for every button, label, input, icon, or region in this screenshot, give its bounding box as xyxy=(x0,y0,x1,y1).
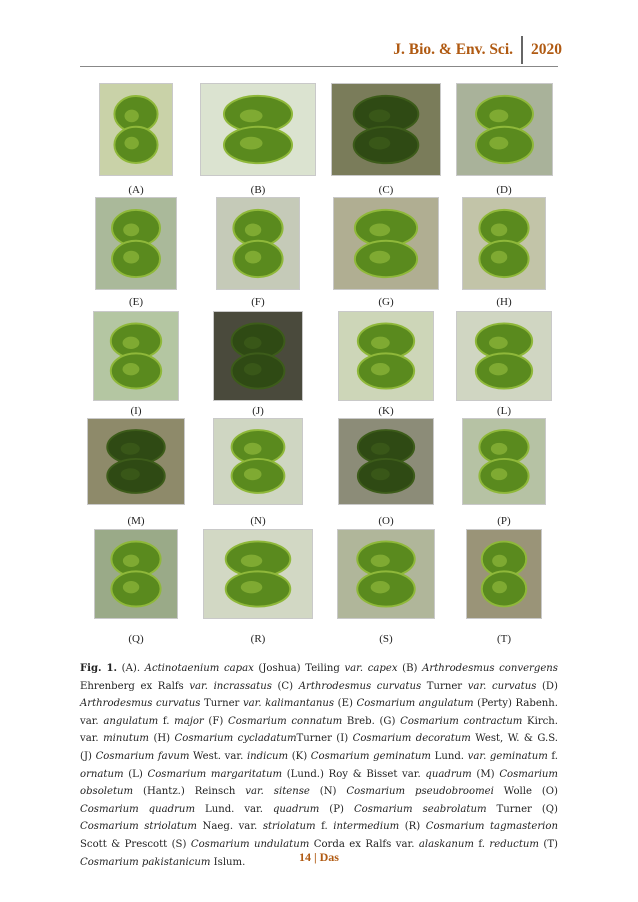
taxon-name: var. capex xyxy=(344,663,398,674)
taxon-name: Cosmarium tagmasterion xyxy=(425,821,558,833)
caption-text: (T) xyxy=(538,838,558,850)
journal-name: J. Bio. & Env. Sci. xyxy=(393,41,513,58)
micrograph-p xyxy=(462,418,546,505)
desmid-cell-illustration xyxy=(95,530,177,618)
taxon-name: Arthrodesmus curvatus xyxy=(80,698,201,710)
caption-text: f. xyxy=(315,821,334,833)
micrograph-i xyxy=(93,311,179,401)
caption-text: (D) xyxy=(536,680,558,692)
panel-label: (M) xyxy=(127,515,145,527)
desmid-cell-illustration xyxy=(214,312,302,400)
caption-text: (K) xyxy=(288,750,311,762)
taxon-name: quadrum xyxy=(272,803,320,815)
panel-label: (J) xyxy=(252,405,264,417)
panel-label: (I) xyxy=(130,405,142,417)
taxon-name: Cosmarium contractum xyxy=(400,715,523,727)
caption-text: Turner (I) xyxy=(296,733,353,745)
caption-text: Turner (Q) xyxy=(486,803,558,815)
header-rule xyxy=(80,66,558,67)
desmid-cell-illustration xyxy=(463,198,545,289)
header-divider xyxy=(521,36,523,64)
micrograph-s xyxy=(337,529,435,619)
caption-text: (H) xyxy=(149,733,175,745)
micrograph-f xyxy=(216,197,300,290)
micrograph-l xyxy=(456,311,552,401)
desmid-cell-illustration xyxy=(457,312,551,400)
caption-text: f. xyxy=(547,750,559,762)
taxon-name: intermedium xyxy=(333,821,400,833)
panel-label: (Q) xyxy=(128,633,144,645)
panel-label: (T) xyxy=(496,633,512,645)
desmid-cell-illustration xyxy=(463,419,545,504)
desmid-cell-illustration xyxy=(214,419,302,504)
caption-text: (M) xyxy=(471,768,500,780)
caption-text: West. var. xyxy=(189,750,247,762)
caption-text: f. xyxy=(158,715,175,727)
taxon-name: Cosmarium quadrum xyxy=(80,803,196,815)
taxon-name: Actinotaenium capax xyxy=(144,663,254,674)
taxon-name: Cosmarium angulatum xyxy=(356,698,474,710)
panel-label: (E) xyxy=(128,296,144,308)
taxon-name: Cosmarium margaritatum xyxy=(147,768,283,780)
caption-text: (L) xyxy=(123,768,148,780)
caption-text: Turner xyxy=(421,680,468,692)
caption-text: Breb. (G) xyxy=(342,715,401,727)
caption-text: (F) xyxy=(203,715,228,727)
caption-text: (Lund.) Roy & Bisset var. xyxy=(282,768,426,780)
micrograph-a xyxy=(99,83,173,176)
taxon-name: Cosmarium seabrolatum xyxy=(353,803,487,815)
taxon-name: Cosmarium favum xyxy=(95,750,190,762)
caption-text: Kirch. var. xyxy=(80,715,559,745)
caption-text: (E) xyxy=(334,698,357,710)
desmid-cell-illustration xyxy=(457,84,552,175)
panel-label: (N) xyxy=(250,515,266,527)
taxon-name: major xyxy=(174,715,204,727)
micrograph-d xyxy=(456,83,553,176)
desmid-cell-illustration xyxy=(467,530,541,618)
taxon-name: quadrum xyxy=(425,768,472,780)
caption-text: f. xyxy=(473,838,490,850)
caption-text: (C) xyxy=(271,680,299,692)
page-footer: 14 | Das xyxy=(299,850,339,864)
micrograph-b xyxy=(200,83,316,176)
caption-text: (Joshua) Teiling xyxy=(253,663,345,674)
caption-text: (P) xyxy=(319,803,354,815)
desmid-cell-illustration xyxy=(332,84,440,175)
caption-text: (Perty) Rabenh. var. xyxy=(80,698,559,727)
panel-label: (B) xyxy=(250,184,266,196)
taxon-name: var. kalimantanus xyxy=(242,698,335,710)
taxon-name: Cosmarium pakistanicum xyxy=(80,856,211,868)
taxon-name: indicum xyxy=(246,750,289,762)
taxon-name: var. incrassatus xyxy=(189,680,272,692)
panel-label: (L) xyxy=(496,405,512,417)
taxon-name: Cosmarium pseudobroomei xyxy=(346,786,494,798)
panel-label: (D) xyxy=(496,184,512,196)
taxon-name: Arthrodesmus curvatus xyxy=(298,680,422,692)
taxon-name: var. curvatus xyxy=(467,680,537,692)
panel-label: (C) xyxy=(378,184,394,196)
taxon-name: Cosmarium decoratum xyxy=(352,733,471,745)
micrograph-g xyxy=(333,197,439,290)
desmid-cell-illustration xyxy=(96,198,176,289)
caption-text: (B) xyxy=(397,663,423,674)
panel-label: (H) xyxy=(496,296,512,308)
caption-text: Islum. xyxy=(210,856,246,868)
panel-label: (A) xyxy=(128,184,144,196)
caption-text: Turner xyxy=(200,698,243,710)
panel-label: (R) xyxy=(250,633,266,645)
micrograph-e xyxy=(95,197,177,290)
desmid-cell-illustration xyxy=(334,198,438,289)
caption-text: Lund. xyxy=(431,750,468,762)
taxon-name: striolatum xyxy=(262,821,316,833)
taxon-name: Cosmarium connatum xyxy=(227,715,343,727)
caption-text: Ehrenberg ex Ralfs xyxy=(80,680,190,692)
caption-text: West, W. & G.S. (J) xyxy=(80,733,559,762)
figure-caption xyxy=(80,660,558,871)
taxon-name: var. sitense xyxy=(245,786,310,798)
desmid-cell-illustration xyxy=(217,198,299,289)
micrograph-h xyxy=(462,197,546,290)
taxon-name: Cosmarium undulatum xyxy=(190,838,310,850)
panel-label: (O) xyxy=(378,515,394,527)
figure-number: Fig. 1. xyxy=(80,663,118,674)
journal-year: 2020 xyxy=(531,41,562,58)
taxon-name: Cosmarium obsoletum xyxy=(80,768,559,798)
desmid-cell-illustration xyxy=(94,312,178,400)
panel-label: (K) xyxy=(378,405,394,417)
caption-text: (A). xyxy=(117,663,145,674)
desmid-cell-illustration xyxy=(338,530,434,618)
caption-text: Scott & Prescott (S) xyxy=(80,838,191,850)
caption-text: Wolle (O) xyxy=(493,786,558,798)
desmid-cell-illustration xyxy=(204,530,312,618)
micrograph-q xyxy=(94,529,178,619)
caption-text: (Hantz.) Reinsch xyxy=(133,786,246,798)
panel-label: (G) xyxy=(378,296,394,308)
micrograph-n xyxy=(213,418,303,505)
caption-text: (R) xyxy=(399,821,426,833)
taxon-name: Cosmarium striolatum xyxy=(80,821,197,833)
caption-text: (N) xyxy=(309,786,347,798)
running-header xyxy=(393,36,562,64)
caption-text: Lund. var. xyxy=(195,803,273,815)
panel-label: (F) xyxy=(251,296,265,308)
taxon-name: reductum xyxy=(489,838,539,850)
taxon-name: alaskanum xyxy=(418,838,474,850)
desmid-cell-illustration xyxy=(88,419,184,504)
panel-label: (S) xyxy=(379,633,393,645)
taxon-name: ornatum xyxy=(80,768,124,780)
panel-label: (P) xyxy=(497,515,511,527)
micrograph-j xyxy=(213,311,303,401)
taxon-name: var. geminatum xyxy=(467,750,548,762)
micrograph-k xyxy=(338,311,434,401)
taxon-name: Cosmarium cycladatum xyxy=(174,733,297,745)
desmid-cell-illustration xyxy=(100,84,172,175)
micrograph-r xyxy=(203,529,313,619)
caption-text: Corda ex Ralfs var. xyxy=(309,838,419,850)
taxon-name: minutum xyxy=(103,733,150,745)
caption-text: Naeg. var. xyxy=(197,821,263,833)
micrograph-t xyxy=(466,529,542,619)
desmid-cell-illustration xyxy=(339,312,433,400)
desmid-cell-illustration xyxy=(339,419,433,504)
taxon-name: Cosmarium geminatum xyxy=(310,750,431,762)
taxon-name: Arthrodesmus convergens xyxy=(422,663,558,674)
micrograph-c xyxy=(331,83,441,176)
micrograph-m xyxy=(87,418,185,505)
taxon-name: angulatum xyxy=(103,715,159,727)
desmid-cell-illustration xyxy=(201,84,315,175)
micrograph-o xyxy=(338,418,434,505)
